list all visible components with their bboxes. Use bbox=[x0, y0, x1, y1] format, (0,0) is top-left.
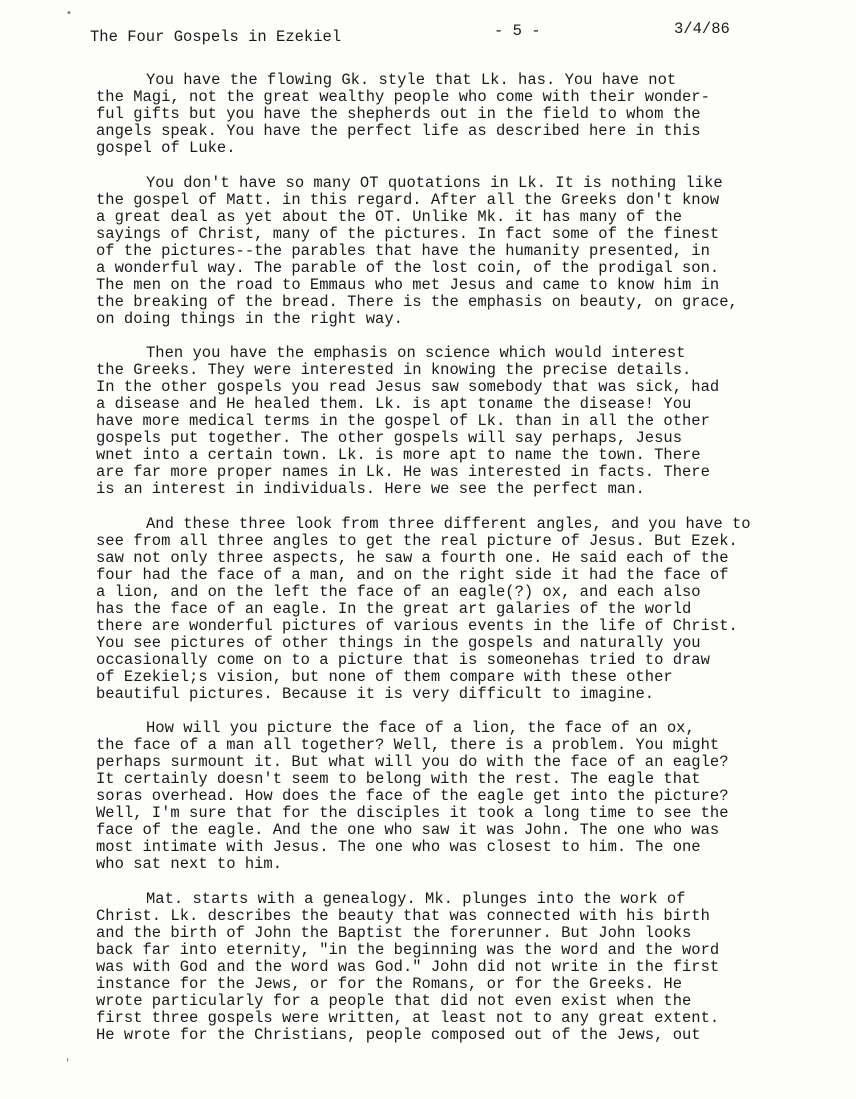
paragraph-three-angles: And these three look from three different angles, and you have to see from all three angles to get the real picture of Jesus. But Ezek. saw not only three aspects, he saw a fourth one. He said each of the four had the face of a man, and on the right side it had the face of a lion, and on the left the face of an eagle(?) ox, and each also has the face of an eagle. In the great art galaries of the world there are wonderful pictures of various events in the life of Christ. You see pictures of other things in the gospels and naturally you occasionally come on to a picture that is someonehas tried to draw of Ezekiel;s vision, but none of them compare with these other beautiful pictures. Because it is very difficult to imagine. bbox=[96, 514, 751, 703]
document-body bbox=[96, 72, 826, 1061]
document-date: 3/4/86 bbox=[674, 20, 730, 38]
paragraph-science-emphasis: Then you have the emphasis on science which would interest the Greeks. They were interested in knowing the precise details. In the other gospels you read Jesus saw somebody that was sick, had a disease and He healed them. Lk. is apt toname the disease! You have more medical terms in the gospel of Lk. than in all the other gospels put together. The other gospels will say perhaps, Jesus wnet into a certain town. Lk. is more apt to name the town. There are far more proper names in Lk. He was interested in facts. There is an interest in individuals. Here we see the perfect man. bbox=[96, 344, 720, 498]
scan-speck-mark: ' bbox=[66, 1056, 70, 1070]
document-title: The Four Gospels in Ezekiel bbox=[90, 28, 342, 46]
paragraph-ot-quotations: You don't have so many OT quotations in Lk. It is nothing like the gospel of Matt. in this regard. After all the Greeks don't know a great deal as yet about the OT. Unlike Mk. it has many of the sayings of Christ, many of the pictures. In fact some of the finest of the pictures--the parables that have the humanity presented, in a wonderful way. The parable of the lost coin, of the prodigal son. The men on the road to Emmaus who met Jesus and came to know him in the breaking of the bread. There is the emphasis on beauty, on grace, on doing things in the right way. bbox=[96, 173, 738, 328]
paragraph-face-of-eagle: How will you picture the face of a lion, the face of an ox, the face of a man all together? Well, there is a problem. You might perhaps surmount it. But what will you do with the face of an eagle? It certainly doesn't seem to belong with the rest. The eagle that soras overhead. How does the face of the eagle get into the picture? Well, I'm sure that for the disciples it took a long time to see the face of the eagle. And the one who saw it was John. The one who was most intimate with Jesus. The one who was closest to him. The one who sat next to him. bbox=[96, 719, 729, 873]
page-number: - 5 - bbox=[494, 22, 541, 40]
paragraph-luke-style: You have the flowing Gk. style that Lk. has. You have not the Magi, not the great wealthy people who come with their wonder- ful gifts but you have the shepherds out in the field to whom the angels speak. You have the perfect life as described here in this gospel of Luke. bbox=[96, 71, 710, 157]
scan-speck-mark: • bbox=[66, 8, 72, 19]
page-header bbox=[90, 20, 790, 50]
paragraph-john-gospel: Mat. starts with a genealogy. Mk. plunges into the work of Christ. Lk. describes the beauty that was connected with his birth and the birth of John the Baptist the forerunner. But John looks back far into eternity, "in the beginning was the word and the word was with God and the word was God." John did not write in the first instance for the Jews, or for the Romans, or for the Greeks. He wrote particularly for a people that did not even exist when the first three gospels were written, at least not to any great extent. He wrote for the Christians, people composed out of the Jews, out bbox=[96, 889, 720, 1044]
